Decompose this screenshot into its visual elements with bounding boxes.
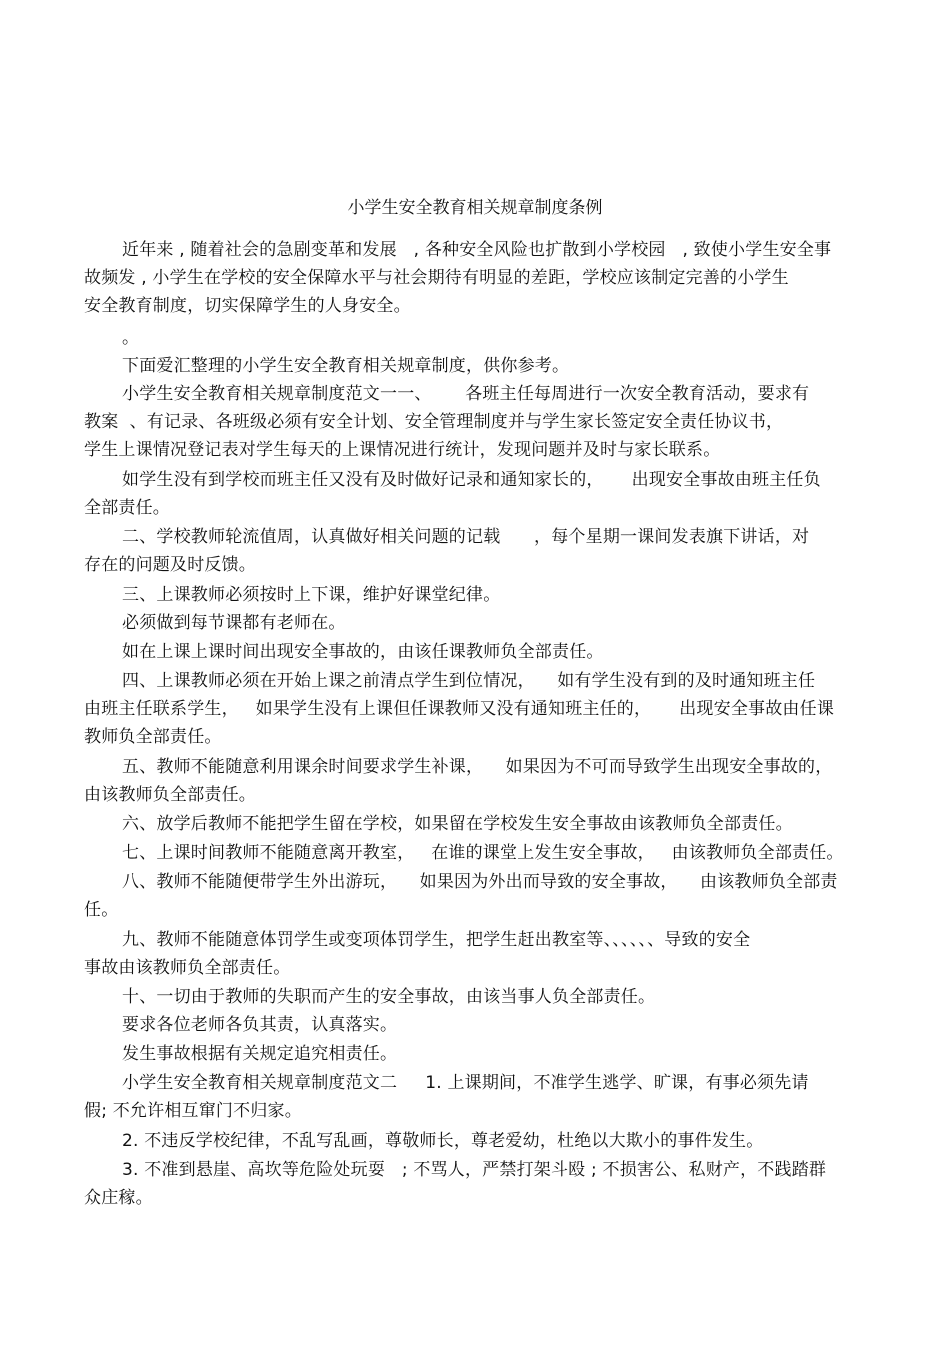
text-line: 全部责任。 [84, 498, 170, 518]
text-line: 六、放学后教师不能把学生留在学校，如果留在学校发生安全事故由该教师负全部责任。 [122, 814, 793, 834]
text-line: 七、上课时间教师不能随意离开教室， 在谁的课堂上发生安全事故， 由该教师负全部责任。 [122, 843, 844, 863]
text-line: 事故由该教师负全部责任。 [84, 958, 291, 978]
text-line: 假; 不允许相互窜门不归家。 [84, 1101, 302, 1121]
text-line: 九、教师不能随意体罚学生或变项体罚学生，把学生赶出教室等、、、、、、导致的安全 [122, 930, 751, 950]
text-line: 发生事故根据有关规定追究相责任。 [122, 1044, 398, 1064]
text-line: 任。 [84, 900, 119, 920]
text-line: 教案 、有记录、各班级必须有安全计划、安全管理制度并与学生家长签定安全责任协议书， [84, 412, 784, 432]
document-title: 小学生安全教育相关规章制度条例 [347, 198, 603, 218]
text-line: 故频发 , 小学生在学校的安全保障水平与社会期待有明显的差距，学校应该制定完善的小学生 [84, 268, 789, 288]
text-line: 安全教育制度，切实保障学生的人身安全。 [84, 296, 411, 316]
text-line: 2. 不违反学校纪律，不乱写乱画，尊敬师长，尊老爱幼，杜绝以大欺小的事件发生。 [122, 1131, 764, 1151]
text-line: 由班主任联系学生， 如果学生没有上课但任课教师又没有通知班主任的， 出现安全事故由任课 [84, 699, 835, 719]
text-line: 二、学校教师轮流值周，认真做好相关问题的记载 ，每个星期一课间发表旗下讲话，对 [122, 527, 810, 547]
text-line: 。 [122, 328, 140, 348]
text-line: 众庄稼。 [84, 1188, 153, 1208]
text-line: 存在的问题及时反馈。 [84, 555, 256, 575]
text-line: 必须做到每节课都有老师在。 [122, 613, 346, 633]
text-line: 五、教师不能随意利用课余时间要求学生补课， 如果因为不可而导致学生出现安全事故的， [122, 757, 833, 777]
text-line: 下面爱汇整理的小学生安全教育相关规章制度，供你参考。 [122, 356, 570, 376]
text-line: 三、上课教师必须按时上下课，维护好课堂纪律。 [122, 585, 501, 605]
text-line: 要求各位老师各负其责，认真落实。 [122, 1015, 398, 1035]
text-line: 学生上课情况登记表对学生每天的上课情况进行统计，发现问题并及时与家长联系。 [84, 440, 721, 460]
text-line: 小学生安全教育相关规章制度范文二 1. 上课期间，不准学生逃学、旷课，有事必须先请 [122, 1073, 809, 1093]
text-line: 如在上课上课时间出现安全事故的，由该任课教师负全部责任。 [122, 642, 604, 662]
text-line: 小学生安全教育相关规章制度范文一一、 各班主任每周进行一次安全教育活动，要求有 [122, 384, 810, 404]
text-line: 如学生没有到学校而班主任又没有及时做好记录和通知家长的， 出现安全事故由班主任负 [122, 470, 821, 490]
text-line: 由该教师负全部责任。 [84, 785, 256, 805]
text-line: 四、上课教师必须在开始上课之前清点学生到位情况， 如有学生没有到的及时通知班主任 [122, 671, 816, 691]
text-line: 3. 不准到悬崖、高坎等危险处玩耍 ; 不骂人，严禁打架斗殴 ; 不损害公、私财产，不践踏群 [122, 1160, 827, 1180]
text-line: 近年来 , 随着社会的急剧变革和发展 , 各种安全风险也扩散到小学校园 , 致使小学生安全事 [122, 240, 832, 260]
text-line: 教师负全部责任。 [84, 727, 222, 747]
text-line: 八、教师不能随便带学生外出游玩， 如果因为外出而导致的安全事故， 由该教师负全部责 [122, 872, 838, 892]
text-line: 十、一切由于教师的失职而产生的安全事故，由该当事人负全部责任。 [122, 987, 656, 1007]
